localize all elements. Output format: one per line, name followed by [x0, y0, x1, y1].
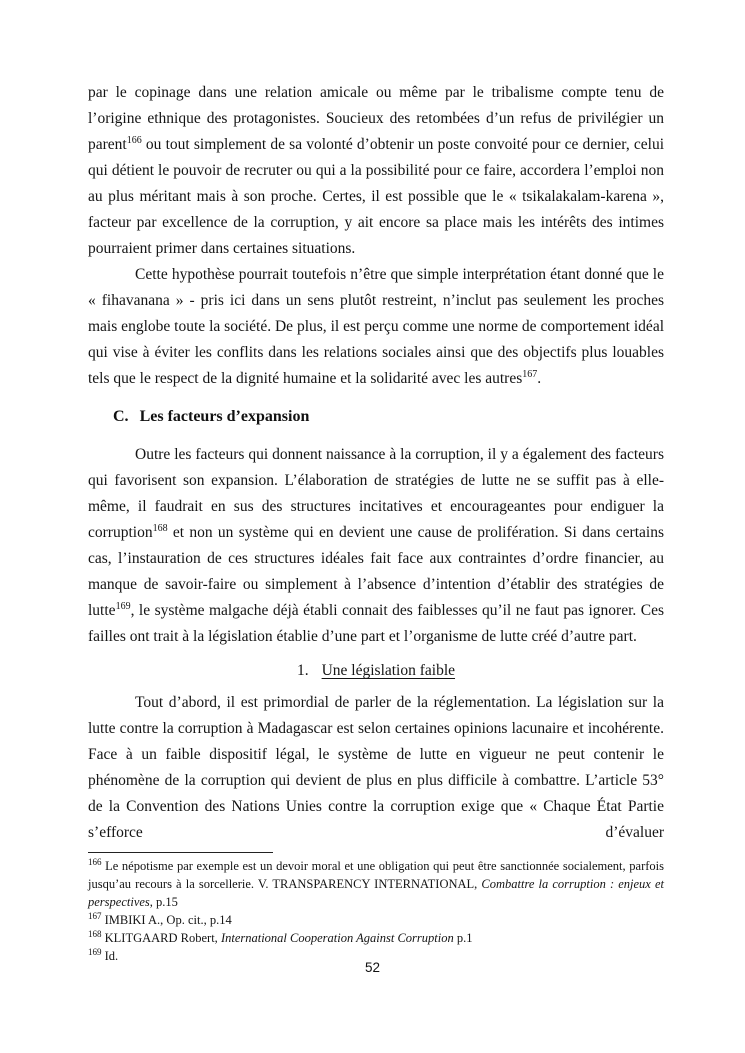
footnote-italic-title: Combattre la corruption : enjeux et perspectives	[88, 877, 664, 909]
footnote-ref-167: 167	[522, 369, 538, 380]
footnote-italic-title: International Cooperation Against Corruption	[220, 931, 454, 945]
subsection-heading-title: Une législation faible	[321, 662, 456, 679]
footnote-ref-166: 166	[126, 135, 142, 146]
section-heading-c	[88, 404, 664, 430]
paragraph-text: par le copinage dans une relation amicale ou même par le tribalisme compte tenu de l’origine ethnique des protagonistes. Soucieux des retombées d’un refus de privilégier un parent	[88, 84, 664, 153]
footnote-text: Id.	[101, 949, 119, 963]
subsection-heading-1	[88, 658, 664, 684]
subsection-heading-number: 1.	[296, 662, 309, 679]
paragraph-text: ou tout simplement de sa volonté d’obtenir un poste convoité pour ce dernier, celui qui détient le pouvoir de recruter ou qui a la possibilité pour ce faire, accordera l’emploi non au plus méritant mais à son proche. Certes, il est possible que le « tsikalakalam-karena », facteur par excellence de la corruption, y ait encore sa place mais les intérêts des intimes pourraient primer dans certaines situations.	[88, 136, 664, 257]
paragraph-outre	[88, 442, 664, 650]
footnote-number: 169	[88, 947, 102, 957]
paragraph-copinage	[88, 80, 664, 262]
footnote-text: KLITGAARD Robert,	[101, 931, 221, 945]
paragraph-text: , le système malgache déjà établi connait des faiblesses qu’il ne faut pas ignorer. Ces failles ont trait à la législation établie d’une part et l’organisme de lutte créé d’autre part.	[88, 602, 664, 645]
footnote-text: p.1	[453, 931, 473, 945]
footnote-text: IMBIKI A., Op. cit., p.14	[101, 913, 232, 927]
paragraph-text: Tout d’abord, il est primordial de parler de la réglementation. La législation sur la lutte contre la corruption à Madagascar est selon certaines opinions lacunaire et incohérente. Face à un faible dispositif légal, le système de lutte en vigueur ne peut contenir le phénomène de la corruption qui devient de plus en plus difficile à combattre. L’article 53° de la Convention des Nations Unies contre la corruption exige que « Chaque État Partie s’efforce d’évaluer	[88, 694, 664, 841]
footnote-text: , p.15	[149, 895, 178, 909]
page-number: 52	[364, 960, 381, 975]
footnote-number: 166	[88, 857, 102, 867]
footnote-number: 167	[88, 911, 102, 921]
paragraph-text: Cette hypothèse pourrait toutefois n’être que simple interprétation étant donné que le « fihavanana » - pris ici dans un sens plutôt restreint, n’inclut pas seulement les proches mais englobe toute la société. De plus, il est perçu comme une norme de comportement idéal qui vise à éviter les conflits dans les relations sociales ainsi que des objectifs plus louables tels que le respect de la dignité humaine et la solidarité avec les autres	[88, 266, 664, 387]
paragraph-text: Outre les facteurs qui donnent naissance à la corruption, il y a également des facteurs qui favorisent son expansion. L’élaboration de stratégies de lutte ne se suffit pas à elle-même, il faudrait en sus des structures incitatives et encourageantes pour endiguer la corruption	[88, 446, 664, 541]
footnote-number: 168	[88, 929, 102, 939]
footnote-text: Le népotisme par exemple est un devoir moral et une obligation qui peut être sanctionnée socialement, parfois jusqu’au recours à la sorcellerie. V. TRANSPARENCY INTERNATIONAL,	[88, 859, 664, 891]
footnote-ref-168: 168	[152, 523, 168, 534]
paragraph-tout-dabord	[88, 690, 664, 846]
paragraph-text: et non un système qui en devient une cause de prolifération. Si dans certains cas, l’instauration de ces structures idéales fait face aux contraintes d’ordre financier, au manque de savoir-faire ou simplement à l’absence d’intention d’établir des stratégies de lutte	[88, 524, 664, 619]
section-heading-title: Les facteurs d’expansion	[139, 408, 310, 425]
footnote-separator	[88, 852, 273, 853]
footnote-168	[88, 929, 664, 947]
footnote-166	[88, 857, 664, 911]
paragraph-text: .	[537, 370, 542, 387]
footnote-ref-169: 169	[115, 601, 131, 612]
footnotes-block	[88, 857, 664, 965]
footnote-167	[88, 911, 664, 929]
section-heading-number: C.	[113, 408, 129, 425]
paragraph-hypothese	[88, 262, 664, 392]
